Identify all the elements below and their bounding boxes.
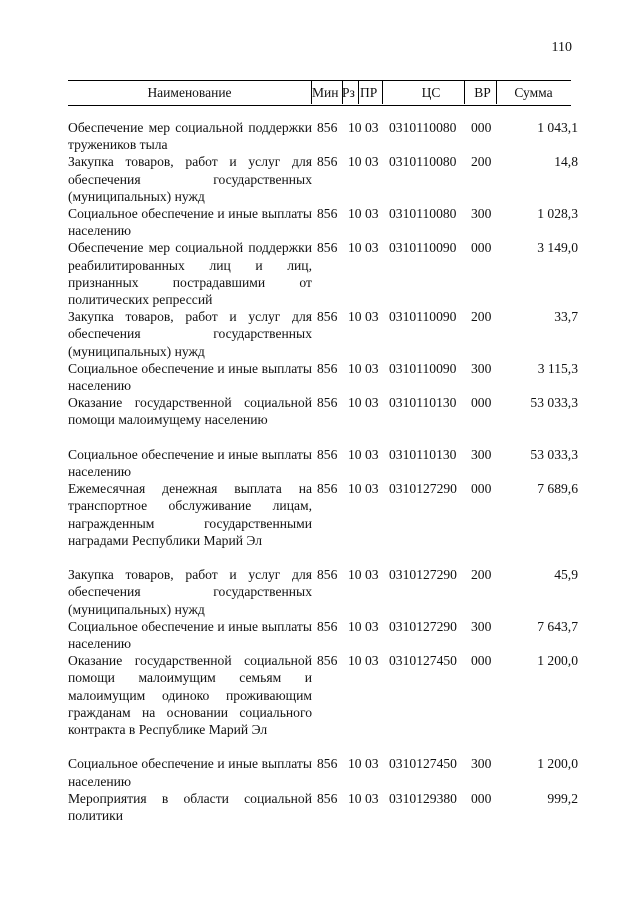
header-rz: Рз [342,85,355,100]
cell-pr: 03 [365,205,379,221]
table-row [68,119,581,153]
cell-name: Социальное обеспечение и иные выплаты населению [68,756,312,789]
cell-cs: 0310127290 [389,618,457,634]
header-divider [358,80,359,104]
header-vr: ВР [474,85,491,100]
cell-sum: 3 149,0 [537,240,578,256]
cell-cs: 0310110080 [389,154,457,170]
cell-pr: 03 [365,154,379,170]
cell-vr: 300 [471,205,492,221]
cell-sum: 1 200,0 [537,653,578,669]
cell-name: Социальное обеспечение и иные выплаты населению [68,205,312,239]
cell-rz: 10 [348,567,362,583]
header-divider [496,80,497,104]
cell-rz: 10 [348,360,362,376]
cell-vr: 300 [471,756,492,772]
header-divider [342,80,343,104]
cell-rz: 10 [348,446,362,462]
cell-min: 856 [317,756,338,772]
cell-min: 856 [317,567,338,583]
cell-pr: 03 [365,481,379,497]
cell-rz: 10 [348,790,362,806]
cell-name: Закупка товаров, работ и услуг для обеспечения государственных (муниципальных) нужд [68,154,312,204]
header-divider [382,80,383,104]
cell-cs: 0310127450 [389,756,457,772]
cell-cs: 0310110090 [389,360,457,376]
cell-name: Обеспечение мер социальной поддержки реабилитированных лиц и лиц, признанных пострадавшими от политических репрессий [68,240,312,307]
cell-rz: 10 [348,653,362,669]
cell-vr: 300 [471,618,492,634]
cell-cs: 0310110130 [389,395,457,411]
cell-rz: 10 [348,120,362,135]
cell-name: Закупка товаров, работ и услуг для обеспечения государственных (муниципальных) нужд [68,309,312,359]
cell-pr: 03 [365,756,379,772]
cell-pr: 03 [365,653,379,669]
cell-cs: 0310110080 [389,120,457,135]
header-divider [464,80,465,104]
cell-vr: 200 [471,309,492,325]
cell-vr: 000 [471,481,492,497]
cell-sum: 999,2 [547,790,578,806]
table-row [68,446,581,480]
cell-vr: 000 [471,395,492,411]
cell-sum: 1 200,0 [537,756,578,772]
cell-rz: 10 [348,309,362,325]
cell-min: 856 [317,309,338,325]
cell-sum: 33,7 [554,309,578,325]
cell-min: 856 [317,653,338,669]
cell-vr: 300 [471,360,492,376]
header-divider [311,80,312,104]
cell-cs: 0310110080 [389,205,457,221]
cell-pr: 03 [365,309,379,325]
cell-sum: 53 033,3 [530,446,578,462]
cell-pr: 03 [365,446,379,462]
cell-vr: 000 [471,790,492,806]
cell-sum: 53 033,3 [530,395,578,411]
cell-name: Оказание государственной социальной помощи малоимущим семьям и малоимущим одиноко проживающим гражданам на основании социального контракта в Республике Марий Эл [68,653,312,737]
header-cs: ЦС [421,85,441,100]
cell-name: Социальное обеспечение и иные выплаты населению [68,360,312,393]
header-min: Мин [312,85,339,100]
table-row [68,360,581,394]
cell-min: 856 [317,790,338,806]
table-row [68,652,581,755]
cell-rz: 10 [348,618,362,634]
cell-cs: 0310127450 [389,653,457,669]
table-row [68,153,581,205]
cell-pr: 03 [365,240,379,256]
table-row [68,239,581,308]
cell-sum: 1 028,3 [537,205,578,221]
cell-name: Социальное обеспечение и иные выплаты населению [68,446,312,479]
cell-name: Мероприятия в области социальной политики [68,790,312,823]
cell-cs: 0310110130 [389,446,457,462]
cell-pr: 03 [365,120,379,135]
header-sum: Сумма [514,85,553,100]
cell-vr: 000 [471,653,492,669]
header-name: Наименование [147,85,232,100]
cell-min: 856 [317,446,338,462]
cell-cs: 0310129380 [389,790,457,806]
table-row [68,308,581,360]
cell-cs: 0310110090 [389,240,457,256]
cell-vr: 200 [471,154,492,170]
cell-name: Обеспечение мер социальной поддержки тружеников тыла [68,120,312,153]
cell-rz: 10 [348,481,362,497]
cell-cs: 0310110090 [389,309,457,325]
table-row [68,755,581,789]
cell-vr: 300 [471,446,492,462]
cell-name: Социальное обеспечение и иные выплаты населению [68,618,312,651]
cell-pr: 03 [365,790,379,806]
cell-cs: 0310127290 [389,567,457,583]
cell-pr: 03 [365,618,379,634]
cell-rz: 10 [348,240,362,256]
table-row [68,566,581,618]
cell-min: 856 [317,154,338,170]
cell-min: 856 [317,395,338,411]
table-row [68,480,581,566]
cell-sum: 1 043,1 [537,120,578,135]
cell-cs: 0310127290 [389,481,457,497]
cell-vr: 000 [471,240,492,256]
cell-rz: 10 [348,205,362,221]
table-row [68,394,581,446]
cell-pr: 03 [365,395,379,411]
cell-min: 856 [317,360,338,376]
page-number: 110 [551,40,572,55]
cell-name: Оказание государственной социальной помощи малоимущему населению [68,395,312,428]
cell-sum: 14,8 [554,154,578,170]
cell-sum: 45,9 [554,567,578,583]
cell-pr: 03 [365,567,379,583]
cell-min: 856 [317,240,338,256]
header-pr: ПР [360,85,378,100]
cell-rz: 10 [348,154,362,170]
cell-min: 856 [317,205,338,221]
cell-vr: 000 [471,120,492,135]
cell-sum: 7 643,7 [537,618,578,634]
cell-sum: 3 115,3 [537,360,578,376]
cell-pr: 03 [365,360,379,376]
cell-min: 856 [317,120,338,135]
cell-name: Ежемесячная денежная выплата на транспортное обслуживание лицам, награжденным государственными наградами Республики Марий Эл [68,481,312,548]
cell-name: Закупка товаров, работ и услуг для обеспечения государственных (муниципальных) нужд [68,567,312,617]
cell-rz: 10 [348,395,362,411]
cell-min: 856 [317,481,338,497]
table-row [68,205,581,239]
cell-vr: 200 [471,567,492,583]
cell-rz: 10 [348,756,362,772]
cell-min: 856 [317,618,338,634]
table-row [68,618,581,652]
cell-sum: 7 689,6 [537,481,578,497]
table-body [68,119,581,824]
table-row [68,790,581,824]
